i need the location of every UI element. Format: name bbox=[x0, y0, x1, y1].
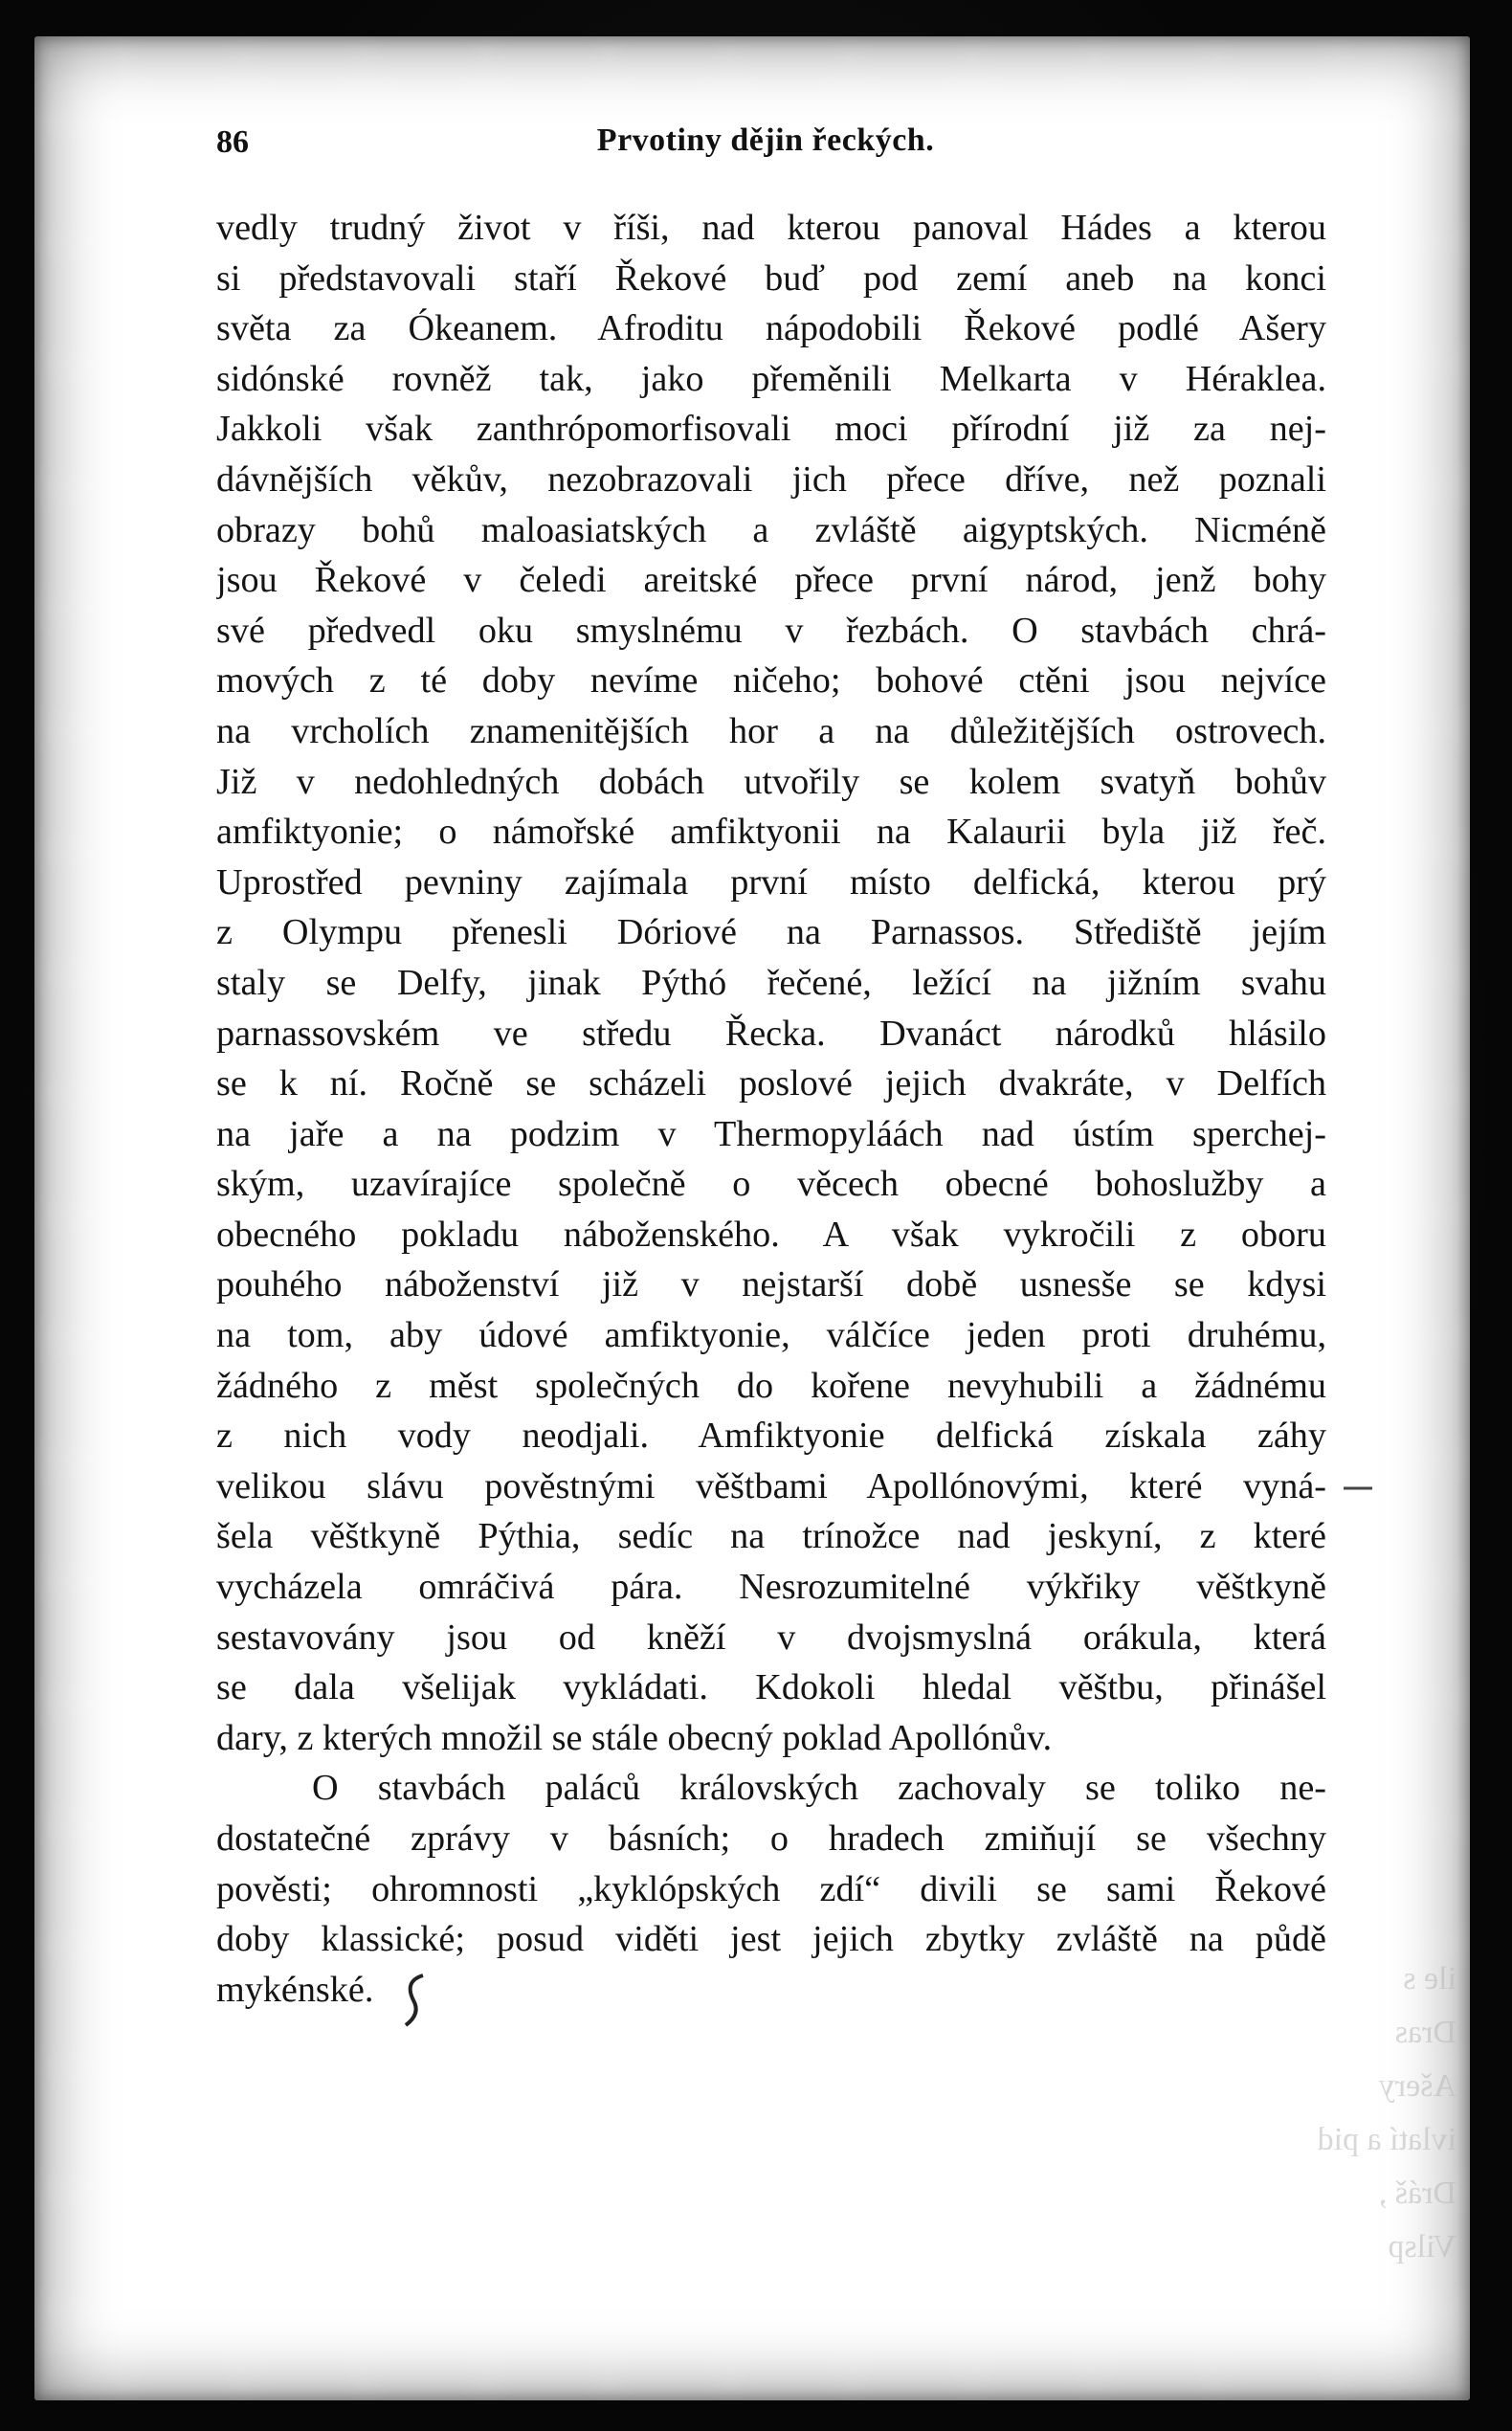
text-line: dostatečné zprávy v básních; o hradech zmiňují se všechny bbox=[216, 1818, 1326, 1859]
body-text bbox=[216, 203, 1326, 2015]
text-line: obrazy bohů maloasiatských a zvláště aigyptských. Nicméně bbox=[216, 509, 1326, 550]
text-line: sestavovány jsou od kněží v dvojsmyslná orákula, která bbox=[216, 1617, 1326, 1658]
text-line: se k ní. Ročně se scházeli poslové jejich dvakráte, v Delfích bbox=[216, 1063, 1326, 1104]
bleed-line: ile s bbox=[1403, 1961, 1456, 1996]
bleed-through-text bbox=[1198, 1952, 1456, 2274]
text-line: žádného z měst společných do kořene nevyhubili a žádnému bbox=[216, 1365, 1326, 1406]
text-line: z Olympu přenesli Dóriové na Parnassos. Střediště jejím bbox=[216, 912, 1326, 953]
running-title: Prvotiny dějin řeckých. bbox=[596, 123, 935, 158]
text-line: dary, z kterých množil se stále obecný poklad Apollónův. bbox=[216, 1717, 1053, 1758]
text-line: vedly trudný život v říši, nad kterou panoval Hádes a kterou bbox=[216, 208, 1326, 248]
ink-stroke-icon bbox=[394, 1972, 433, 2029]
text-line: amfiktyonie; o námořské amfiktyonii na Kalaurii byla již řeč. bbox=[216, 812, 1326, 853]
text-line: O stavbách paláců královských zachovaly se toliko ne- bbox=[312, 1768, 1326, 1809]
text-line: na vrcholích znamenitějších hor a na důležitějších ostrovech. bbox=[216, 710, 1326, 751]
text-line: šela věštkyně Pýthia, sedíc na trínožce nad jeskyní, z které bbox=[216, 1516, 1326, 1557]
bleed-line: Dráš , bbox=[1378, 2175, 1456, 2211]
paragraph bbox=[216, 1763, 1326, 2015]
paragraph bbox=[216, 203, 1326, 1763]
bleed-line: Dras bbox=[1394, 2015, 1456, 2050]
pencil-mark-icon bbox=[1340, 1479, 1378, 1498]
text-line: jsou Řekové v čeledi areitské přece první národ, jenž bohy bbox=[216, 560, 1326, 601]
page-header bbox=[182, 113, 1349, 170]
text-line: si představovali staří Řekové buď pod zemí aneb na konci bbox=[216, 257, 1326, 299]
text-line: staly se Delfy, jinak Pýthó řečené, ležící na jižním svahu bbox=[216, 962, 1326, 1003]
text-line: z nich vody neodjali. Amfiktyonie delfická získala záhy bbox=[216, 1416, 1326, 1457]
text-line: pouhého náboženství již v nejstarší době usnesše se kdysi bbox=[216, 1264, 1326, 1305]
text-line: dávnějších věkův, nezobrazovali jich přece dříve, než poznali bbox=[216, 458, 1326, 500]
text-line: parnassovském ve středu Řecka. Dvanáct národků hlásilo bbox=[216, 1013, 1326, 1054]
text-line: se dala všelijak vykládati. Kdokoli hledal věštbu, přinášel bbox=[216, 1667, 1326, 1708]
text-line: Uprostřed pevniny zajímala první místo delfická, kterou prý bbox=[216, 861, 1326, 903]
text-line: Jakkoli však zanthrópomorfisovali moci přírodní již za nej- bbox=[216, 409, 1326, 450]
bleed-line: ivlatí a pid bbox=[1317, 2122, 1456, 2157]
text-line: doby klassické; posud viděti jest jejich zbytky zvláště na půdě bbox=[216, 1919, 1326, 1960]
text-line: na tom, aby údové amfiktyonie, válčíce jeden proti druhému, bbox=[216, 1315, 1326, 1356]
text-line: obecného pokladu náboženského. A však vykročili z oboru bbox=[216, 1214, 1326, 1255]
text-line: na jaře a na podzim v Thermopyláách nad ústím sperchej- bbox=[216, 1113, 1326, 1154]
bleed-line: Ašery bbox=[1378, 2068, 1456, 2104]
bleed-line: Vilsp bbox=[1388, 2229, 1456, 2264]
text-line: mykénské. bbox=[216, 1969, 374, 2010]
text-line: světa za Ókeanem. Afroditu nápodobili Řekové podlé Ašery bbox=[216, 308, 1326, 349]
text-line: své předvedl oku smyslnému v řezbách. O stavbách chrá- bbox=[216, 610, 1326, 651]
text-line: mových z té doby nevíme ničeho; bohové ctěni jsou nejvíce bbox=[216, 660, 1326, 702]
page-number: 86 bbox=[216, 124, 249, 160]
text-line: ským, uzavírajíce společně o věcech obecné bohoslužby a bbox=[216, 1164, 1326, 1205]
text-line: vycházela omráčivá pára. Nesrozumitelné výkřiky věštkyně bbox=[216, 1567, 1326, 1608]
text-line: velikou slávu pověstnými věštbami Apollónovými, které vyná- bbox=[216, 1465, 1326, 1506]
text-line: pověsti; ohromnosti „kyklópských zdí“ divili se sami Řekové bbox=[216, 1868, 1326, 1909]
text-line: sidónské rovněž tak, jako přeměnili Melkarta v Héraklea. bbox=[216, 358, 1326, 399]
text-line: Již v nedohledných dobách utvořily se kolem svatyň bohův bbox=[216, 761, 1326, 802]
